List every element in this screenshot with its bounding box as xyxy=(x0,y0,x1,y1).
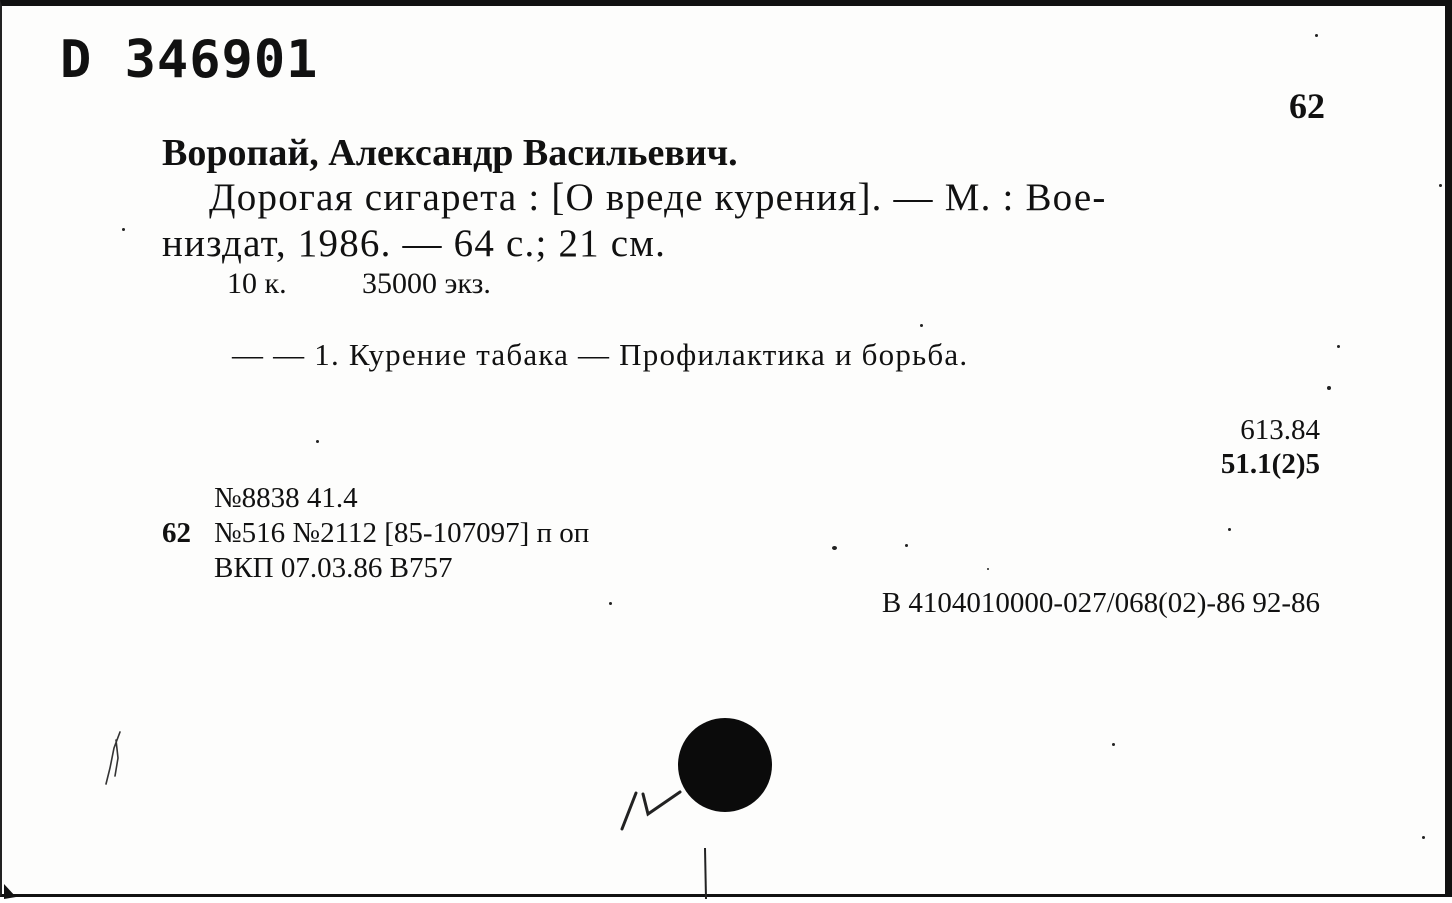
order-line-1: №8838 41.4 xyxy=(214,482,358,514)
speck xyxy=(1315,34,1318,37)
speck xyxy=(1337,345,1340,348)
punch-hole xyxy=(678,718,772,812)
pencil-stroke xyxy=(106,732,120,784)
speck xyxy=(316,440,319,443)
speck xyxy=(1439,184,1442,187)
bottom-scratch xyxy=(705,848,706,899)
speck xyxy=(1422,836,1425,839)
handwritten-mark xyxy=(622,792,680,829)
speck xyxy=(1327,386,1331,390)
speck xyxy=(122,228,125,231)
title-line-1: Дорогая сигарета : [О вреде курения]. — М. : Вое- xyxy=(209,176,1107,219)
classification-udc: 613.84 xyxy=(1240,414,1320,446)
price: 10 к. xyxy=(227,267,287,300)
corner-number: 62 xyxy=(1289,86,1325,126)
author-heading: Воропай, Александр Васильевич. xyxy=(162,132,738,174)
classification-bbk: 51.1(2)5 xyxy=(1220,448,1320,480)
speck xyxy=(832,546,837,550)
index-code: В 4104010000-027/068(02)-86 92-86 xyxy=(881,587,1320,619)
copies-count: 35000 экз. xyxy=(362,267,491,300)
order-line-2-prefix: 62 xyxy=(162,517,191,549)
speck xyxy=(905,544,908,547)
speck xyxy=(1112,743,1115,746)
title-line-2: низдат, 1986. — 64 с.; 21 см. xyxy=(162,222,667,265)
order-line-2: №516 №2112 [85-107097] п оп xyxy=(214,517,590,549)
stamp-number: D 346901 xyxy=(60,30,319,90)
card-marks xyxy=(2,6,1452,903)
speck xyxy=(1228,528,1231,531)
speck xyxy=(920,324,923,327)
speck xyxy=(987,568,989,570)
speck xyxy=(609,602,612,605)
subject-heading: — — 1. Курение табака — Профилактика и борьба. xyxy=(232,337,969,372)
order-line-3: ВКП 07.03.86 В757 xyxy=(214,552,453,584)
